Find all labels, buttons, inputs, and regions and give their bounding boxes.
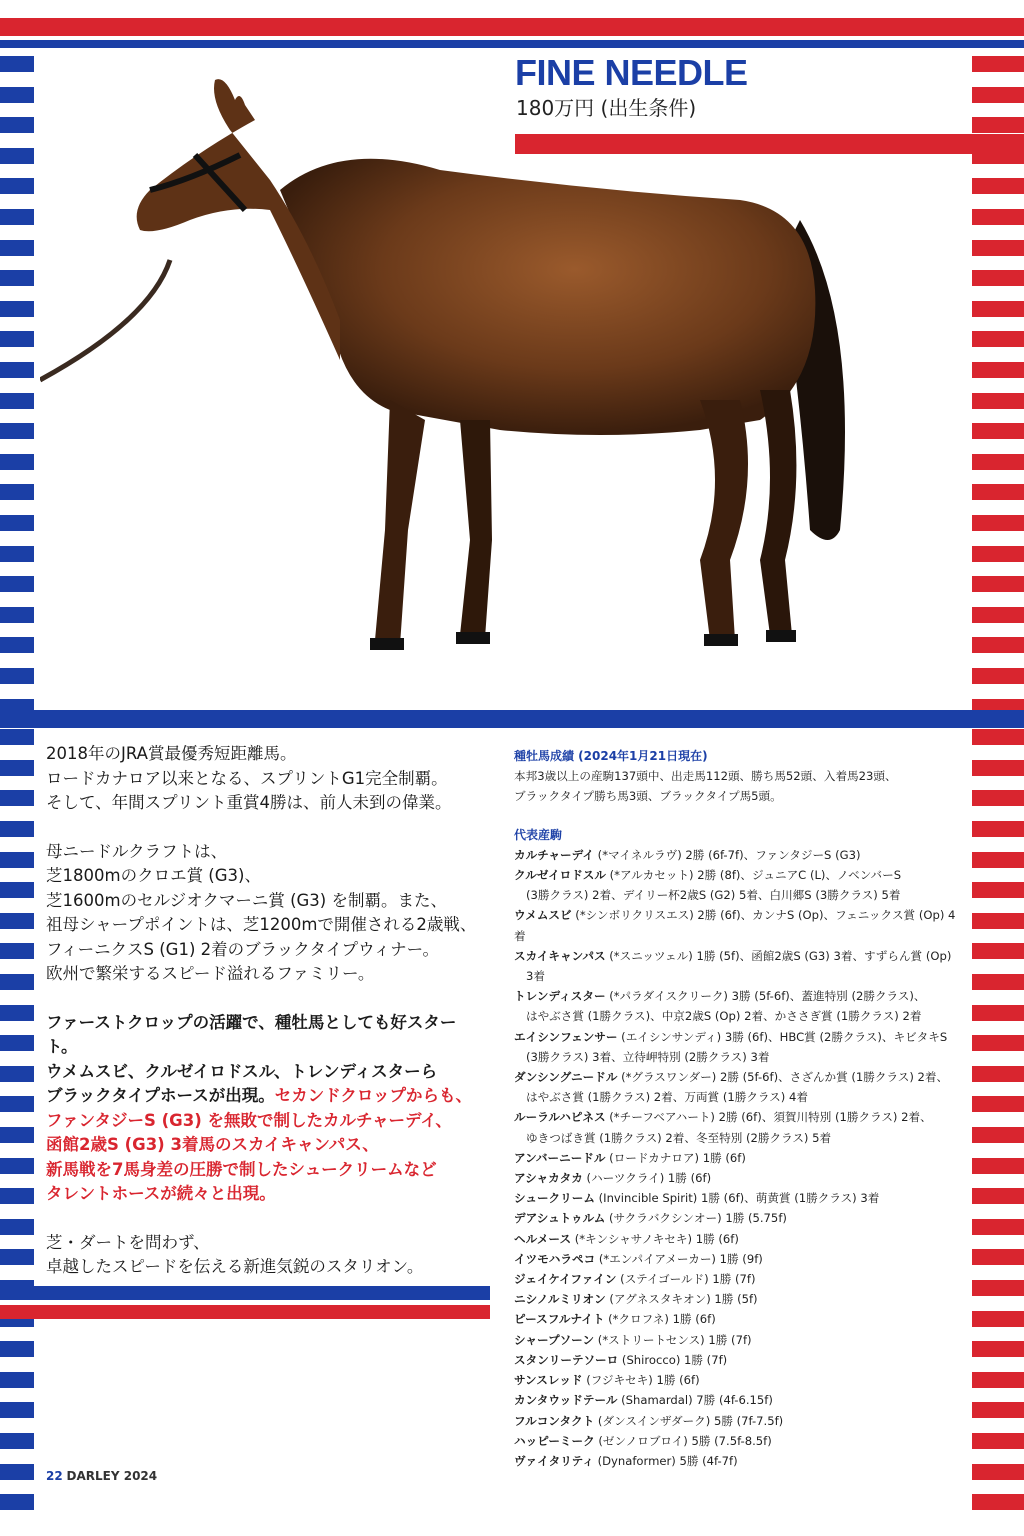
left-stripe xyxy=(0,1341,34,1357)
right-stripe xyxy=(972,1035,1024,1051)
right-stripe xyxy=(972,1158,1024,1174)
progeny-name: サンスレッド xyxy=(514,1373,583,1388)
left-stripe xyxy=(0,87,34,103)
progeny-entry xyxy=(514,1289,964,1309)
progeny-name: ヘルメース xyxy=(514,1231,572,1246)
right-stripe xyxy=(972,393,1024,409)
mid-blue-rule xyxy=(0,1286,490,1300)
left-stripe xyxy=(0,484,34,500)
progeny-name: シャープソーン xyxy=(514,1332,595,1347)
progeny-entry xyxy=(514,1309,964,1329)
record-line-2: ブラックタイプ勝ち馬3頭、ブラックタイプ馬5頭。 xyxy=(514,789,782,804)
right-stripe xyxy=(972,331,1024,347)
left-stripe xyxy=(0,852,34,868)
progeny-detail-continued: ゆきつばき賞 (1勝クラス) 2着、冬至特別 (2勝クラス) 5着 xyxy=(526,1130,832,1145)
left-stripe xyxy=(0,1035,34,1051)
left-stripe xyxy=(0,1127,34,1143)
right-stripe xyxy=(972,882,1024,898)
progeny-entry xyxy=(514,845,964,865)
left-stripe xyxy=(0,515,34,531)
progeny-name: カルチャーデイ xyxy=(514,847,594,862)
right-stripe xyxy=(972,270,1024,286)
progeny-entry xyxy=(514,905,964,945)
progeny-detail: (Dynaformer) 5勝 (4f-7f) xyxy=(593,1453,738,1468)
left-stripe xyxy=(0,1249,34,1265)
left-stripe xyxy=(0,821,34,837)
progeny-entry xyxy=(514,1027,964,1067)
progeny-detail: (ダンスインザダーク) 5勝 (7f-7.5f) xyxy=(594,1413,784,1428)
left-stripe xyxy=(0,362,34,378)
left-stripe xyxy=(0,117,34,133)
left-stripe xyxy=(0,607,34,623)
progeny-entry xyxy=(514,865,964,905)
stud-fee: 180万円 (出生条件) xyxy=(516,96,697,120)
left-stripe xyxy=(0,1464,34,1480)
progeny-detail: (ハーツクライ) 1勝 (6f) xyxy=(582,1171,712,1186)
right-stripe xyxy=(972,1311,1024,1327)
progeny-name: アンバーニードル xyxy=(514,1150,606,1165)
progeny-name: イツモハラペコ xyxy=(514,1251,596,1266)
progeny-detail: (Shirocco) 1勝 (7f) xyxy=(618,1352,728,1367)
progeny-detail: (*エンパイアメーカー) 1勝 (9f) xyxy=(595,1251,763,1266)
progeny-name: トレンディスター xyxy=(514,989,606,1004)
progeny-detail-continued: はやぶさ賞 (1勝クラス) 2着、万両賞 (1勝クラス) 4着 xyxy=(526,1090,808,1105)
right-stripe xyxy=(972,423,1024,439)
right-stripe xyxy=(972,1005,1024,1021)
progeny-entry xyxy=(514,1168,964,1188)
right-stripe xyxy=(972,852,1024,868)
stud-record xyxy=(514,746,964,1471)
progeny-detail: (*クロフネ) 1勝 (6f) xyxy=(604,1312,716,1327)
progeny-heading: 代表産駒 xyxy=(514,827,563,842)
progeny-name: ウメムスビ xyxy=(514,908,572,923)
progeny-name: スカイキャンパス xyxy=(514,948,606,963)
progeny-detail-continued: (3勝クラス) 3着、立待岬特別 (2勝クラス) 3着 xyxy=(526,1049,770,1064)
left-stripe xyxy=(0,668,34,684)
right-stripe xyxy=(972,760,1024,776)
progeny-entry xyxy=(514,1370,964,1390)
progeny-name: フルコンタクト xyxy=(514,1413,595,1428)
left-stripe xyxy=(0,1219,34,1235)
left-stripe xyxy=(0,760,34,776)
progeny-name: クルゼイロドスル xyxy=(514,868,606,883)
progeny-entry xyxy=(514,946,964,986)
left-stripe xyxy=(0,1402,34,1418)
progeny-detail: (Shamardal) 7勝 (4f-6.15f) xyxy=(617,1393,773,1408)
progeny-name: ジェイケイファイン xyxy=(514,1272,617,1287)
progeny-entry xyxy=(514,986,964,1026)
progeny-detail: (ロードカナロア) 1勝 (6f) xyxy=(605,1150,746,1165)
progeny-detail: (*アルカセット) 2勝 (8f)、ジュニアC (L)、ノベンバーS xyxy=(605,868,902,883)
progeny-detail: (Invincible Spirit) 1勝 (6f)、萌黄賞 (1勝クラス) 3着 xyxy=(594,1191,880,1206)
right-stripe xyxy=(972,87,1024,103)
left-stripe xyxy=(0,56,34,72)
right-stripe xyxy=(972,1249,1024,1265)
left-stripe xyxy=(0,1433,34,1449)
left-stripe xyxy=(0,301,34,317)
left-stripe xyxy=(0,974,34,990)
left-stripe xyxy=(0,331,34,347)
right-stripe xyxy=(972,1341,1024,1357)
progeny-detail: (*パラダイスクリーク) 3勝 (5f-6f)、蓋進特別 (2勝クラス)、 xyxy=(605,989,926,1004)
progeny-entry xyxy=(514,1390,964,1410)
left-stripe xyxy=(0,240,34,256)
spacer xyxy=(514,807,964,825)
progeny-name: ハッピーミーク xyxy=(514,1433,595,1448)
left-column-rules xyxy=(0,1286,490,1319)
left-stripe xyxy=(0,1066,34,1082)
footer-brand: DARLEY 2024 xyxy=(66,1469,158,1483)
progeny-detail: (*シンボリクリスエス) 2勝 (6f)、カンナS (Op)、フェニックス賞 (Op) 4着 xyxy=(514,908,956,943)
right-stripe xyxy=(972,1127,1024,1143)
progeny-name: ヴァイタリティ xyxy=(514,1453,594,1468)
left-stripe xyxy=(0,270,34,286)
right-stripe xyxy=(972,974,1024,990)
right-stripe xyxy=(972,209,1024,225)
progeny-detail: (エイシンサンディ) 3勝 (6f)、HBC賞 (2勝クラス)、キビタキS xyxy=(617,1029,948,1044)
progeny-name: デアシュトゥルム xyxy=(514,1211,606,1226)
left-stripe xyxy=(0,393,34,409)
left-stripe xyxy=(0,209,34,225)
progeny-entry xyxy=(514,1148,964,1168)
progeny-list xyxy=(514,845,964,1471)
left-stripe xyxy=(0,913,34,929)
top-blue-rule xyxy=(0,40,1024,48)
progeny-detail: (サクラバクシンオー) 1勝 (5.75f) xyxy=(605,1211,787,1226)
progeny-name: ダンシングニードル xyxy=(514,1070,618,1085)
right-stripe xyxy=(972,515,1024,531)
page-footer xyxy=(46,1469,157,1483)
progeny-detail: (フジキセキ) 1勝 (6f) xyxy=(582,1373,700,1388)
mid-red-rule xyxy=(0,1305,490,1319)
intro-paragraph-3-black: ファーストクロップの活躍で、種牡馬としても好スタート。 ウメムスビ、クルゼイロドスル、トレンディスターら ブラックタイプホースが出現。 xyxy=(46,1012,457,1105)
progeny-entry xyxy=(514,1107,964,1147)
right-stripe xyxy=(972,913,1024,929)
intro-paragraph-3 xyxy=(46,1011,486,1207)
left-stripe xyxy=(0,943,34,959)
left-stripe xyxy=(0,1494,34,1510)
progeny-name: エイシンフェンサー xyxy=(514,1029,618,1044)
progeny-entry xyxy=(514,1269,964,1289)
progeny-name: スタンリーテソーロ xyxy=(514,1352,619,1367)
progeny-entry xyxy=(514,1208,964,1228)
progeny-entry xyxy=(514,1350,964,1370)
right-stripe xyxy=(972,1188,1024,1204)
right-stripe xyxy=(972,1372,1024,1388)
right-stripe xyxy=(972,301,1024,317)
left-stripe xyxy=(0,1188,34,1204)
right-stripe xyxy=(972,546,1024,562)
progeny-detail-continued: (3勝クラス) 2着、デイリー杯2歳S (G2) 5着、白川郷S (3勝クラス) 5着 xyxy=(526,888,901,903)
right-stripe xyxy=(972,729,1024,745)
intro-paragraph-3-red: セカンドクロップからも、 ファンタジーS (G3) を無敗で制したカルチャーデイ、 函館2歳S (G3) 3着馬のスカイキャンパス、 新馬戦を7馬身差の圧勝で制したシュークリームなど タレントホースが続々と出現。 xyxy=(46,1086,473,1203)
right-red-stripes xyxy=(972,56,1024,1526)
record-heading: 種牡馬成績 (2024年1月21日現在) xyxy=(514,749,708,763)
progeny-entry xyxy=(514,1249,964,1269)
right-stripe xyxy=(972,1433,1024,1449)
progeny-detail: (*スニッツェル) 1勝 (5f)、函館2歳S (G3) 3着、すずらん賞 (Op) xyxy=(605,948,952,963)
right-stripe xyxy=(972,484,1024,500)
right-stripe xyxy=(972,1494,1024,1510)
left-stripe xyxy=(0,882,34,898)
progeny-name: ニシノルミリオン xyxy=(514,1292,606,1307)
left-stripe xyxy=(0,729,34,745)
right-stripe xyxy=(972,454,1024,470)
right-stripe xyxy=(972,576,1024,592)
right-stripe xyxy=(972,1066,1024,1082)
progeny-entry xyxy=(514,1431,964,1451)
page-number: 22 xyxy=(46,1469,63,1483)
progeny-detail: (*チーフベアハート) 2勝 (6f)、須賀川特別 (1勝クラス) 2着、 xyxy=(605,1110,932,1125)
left-stripe xyxy=(0,1158,34,1174)
left-stripe xyxy=(0,1372,34,1388)
progeny-name: カンタウッドテール xyxy=(514,1393,618,1408)
horse-photo xyxy=(40,60,870,680)
progeny-entry xyxy=(514,1330,964,1350)
left-stripe xyxy=(0,178,34,194)
intro-paragraph-1: 2018年のJRA賞最優秀短距離馬。 ロードカナロア以来となる、スプリントG1完全制覇。 そして、年間スプリント重賞4勝は、前人未到の偉業。 xyxy=(46,744,452,812)
top-red-rule xyxy=(0,18,1024,36)
right-stripe xyxy=(972,1402,1024,1418)
intro-text xyxy=(46,742,486,1304)
progeny-detail: (*ストリートセンス) 1勝 (7f) xyxy=(594,1332,752,1347)
progeny-entry xyxy=(514,1229,964,1249)
right-stripe xyxy=(972,1280,1024,1296)
right-stripe xyxy=(972,117,1024,133)
left-stripe xyxy=(0,454,34,470)
progeny-detail-continued: はやぶさ賞 (1勝クラス)、中京2歳S (Op) 2着、かささぎ賞 (1勝クラス) 2着 xyxy=(526,1009,922,1024)
left-stripe xyxy=(0,148,34,164)
progeny-entry xyxy=(514,1188,964,1208)
right-stripe xyxy=(972,1464,1024,1480)
right-stripe xyxy=(972,607,1024,623)
left-stripe xyxy=(0,790,34,806)
progeny-detail: (アグネスタキオン) 1勝 (5f) xyxy=(605,1292,758,1307)
right-stripe xyxy=(972,1219,1024,1235)
progeny-entry xyxy=(514,1067,964,1107)
right-stripe xyxy=(972,821,1024,837)
progeny-entry xyxy=(514,1411,964,1431)
progeny-name: シュークリーム xyxy=(514,1191,595,1206)
progeny-entry xyxy=(514,1451,964,1471)
progeny-detail: (*マイネルラヴ) 2勝 (6f-7f)、ファンタジーS (G3) xyxy=(594,847,861,862)
progeny-detail-continued: 3着 xyxy=(526,969,545,984)
right-stripe xyxy=(972,637,1024,653)
horse-name: FINE NEEDLE xyxy=(515,52,748,93)
right-stripe xyxy=(972,178,1024,194)
left-stripe xyxy=(0,1005,34,1021)
record-line-1: 本邦3歳以上の産駒137頭中、出走馬112頭、勝ち馬52頭、入着馬23頭、 xyxy=(514,769,897,784)
intro-paragraph-4: 芝・ダートを問わず、 卓越したスピードを伝える新進気鋭のスタリオン。 xyxy=(46,1232,424,1276)
intro-paragraph-2: 母ニードルクラフトは、 芝1800mのクロエ賞 (G3)、 芝1600mのセルジオクマーニ賞 (G3) を制覇。また、 祖母シャープポイントは、芝1200mで開催される2歳戦、 フィーニクスS (G1) 2着のブラックタイプウィナー。 欧州で繁栄するスピード溢れるファミリー。 xyxy=(46,841,477,983)
section-blue-band xyxy=(0,710,1024,728)
progeny-name: アシャカタカ xyxy=(514,1171,583,1186)
progeny-detail: (ゼンノロブロイ) 5勝 (7.5f-8.5f) xyxy=(594,1433,772,1448)
right-stripe xyxy=(972,790,1024,806)
right-stripe xyxy=(972,240,1024,256)
progeny-detail: (*グラスワンダー) 2勝 (5f-6f)、さざんか賞 (1勝クラス) 2着、 xyxy=(617,1070,949,1085)
progeny-name: ルーラルハピネス xyxy=(514,1110,606,1125)
right-stripe xyxy=(972,56,1024,72)
left-stripe xyxy=(0,546,34,562)
right-stripe xyxy=(972,362,1024,378)
left-stripe xyxy=(0,1096,34,1112)
left-stripe xyxy=(0,637,34,653)
progeny-detail: (ステイゴールド) 1勝 (7f) xyxy=(616,1272,756,1287)
right-stripe xyxy=(972,668,1024,684)
left-stripe xyxy=(0,423,34,439)
right-stripe xyxy=(972,943,1024,959)
left-stripe xyxy=(0,576,34,592)
right-stripe xyxy=(972,1096,1024,1112)
progeny-name: ピースフルナイト xyxy=(514,1312,605,1327)
progeny-detail: (*キンシャサノキセキ) 1勝 (6f) xyxy=(571,1231,739,1246)
